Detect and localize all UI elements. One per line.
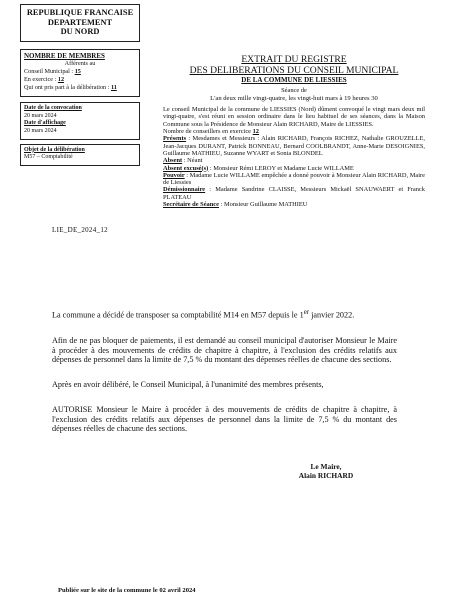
pouvoir-text: : Madame Lucie WILLAME empêchée a donné pouvoir à Monsieur Alain RICHARD, Maire de Liessies (163, 171, 425, 187)
signature-block (286, 462, 366, 480)
pouvoir-label: Pouvoir (163, 171, 185, 179)
p1-before: La commune a décidé de transposer sa comptabilité M14 en M57 depuis le 1 (52, 310, 304, 320)
secretaire-line (163, 201, 425, 208)
members-conseil-label: Conseil Municipal : (24, 68, 75, 76)
nb-conseillers-label: Nombre de conseillers en exercice (163, 128, 253, 136)
intro-paragraph: Le conseil Municipal de la commune de LIESSIES (Nord) dûment convoqué le vingt mars deux mil vingt-quatre, s'est réuni en session ordinaire dans le lieu habituel de ses séances, dans la Maison Commune sous la Présidence de Monsieur Alain RICHARD, Maire de LIESSIES. (163, 106, 425, 128)
absent-label: Absent (163, 157, 183, 165)
affichage-value: 20 mars 2024 (24, 128, 57, 135)
members-exercice-value: 12 (57, 76, 65, 84)
paragraph-autorise: AUTORISE Monsieur le Maire à procéder à des mouvements de crédits de chapitre à chapitre, à l'exclusion des crédits relatifs aux dépenses de personnel dans la limite de 7,5 % du montant des dépenses réelles de chacune des sections. (52, 405, 397, 434)
affichage-label: Date d'affichage (24, 120, 66, 127)
header-line-3: DU NORD (60, 27, 100, 37)
demission-line (163, 186, 425, 201)
presents-text: : Mesdames et Messieurs : Alain RICHARD, François RICHEZ, Nathalie GROUZELLE, Jean-Jacques DURANT, Patrick BONNEAU, Bernard COOLBRANDT, Anne-Marie DESOIGNIES, Guillaume MATHIEU, Suzanne WYART et Sonia BLONDEL (163, 135, 425, 157)
header-box (20, 4, 140, 42)
header-line-2: DEPARTEMENT (47, 17, 113, 27)
demission-text: : Madame Sandrine CLAISSE, Messieurs Mickaël SNAUWAERT et Franck PLATEAU (163, 186, 425, 201)
right-column (163, 55, 425, 208)
members-box (20, 49, 140, 98)
members-exercice-line (24, 76, 136, 84)
secretaire-label: Secrétaire de Séance (163, 201, 219, 209)
p1-after: janvier 2022. (309, 310, 355, 320)
seance-date: L'an deux mille vingt-quatre, les vingt-huit mars à 19 heures 30 (210, 94, 378, 102)
members-pris-part-line (24, 84, 136, 92)
header-line-1: REPUBLIQUE FRANCAISE (26, 8, 134, 17)
paragraph-deliberation: Après en avoir délibéré, le Conseil Municipal, à l'unanimité des membres présents, (52, 380, 324, 389)
members-conseil-line (24, 68, 136, 76)
left-column (20, 4, 140, 166)
nb-conseillers-value: 12 (252, 128, 259, 136)
commune-name: DE LA COMMUNE DE LIESSIES (241, 76, 347, 85)
signature-name: Alain RICHARD (298, 471, 354, 480)
registre-title-2: DES DELIBERATIONS DU CONSEIL MUNICIPAL (189, 64, 399, 76)
signature-title: Le Maire, (310, 462, 342, 471)
absent-text: : Néant (182, 157, 203, 165)
convocation-label: Date de la convocation (24, 105, 82, 112)
objet-value: M57 – Comptabilité (24, 154, 73, 161)
excuses-label: Absent excusé(s) (163, 164, 209, 172)
p1-sup: er (303, 309, 310, 316)
publication-footer: Publiée sur le site de la commune le 02 avril 2024 (58, 587, 196, 594)
presents-line (163, 135, 425, 157)
presents-label: Présents (163, 135, 187, 143)
members-pris-part-value: 11 (110, 84, 117, 92)
excuses-text: : Monsieur Rémi LEROY et Madame Lucie WILLAME (208, 164, 354, 172)
secretaire-text: : Monsieur Guillaume MATHIEU (218, 201, 308, 209)
demission-label: Démissionnaire (163, 186, 206, 194)
paragraph-transposition (52, 308, 397, 320)
paragraph-request: Afin de ne pas bloquer de paiements, il est demandé au conseil municipal d'autoriser Monsieur le Maire à procéder à des mouvements de crédits de chapitre à chapitre, à l'exclusion des crédits relatifs aux dépenses de personnel dans la limite de 7,5 % du montant des dépenses réelles de chacune des sections. (52, 336, 397, 365)
registre-title-1: EXTRAIT DU REGISTRE (241, 54, 347, 65)
members-exercice-label: En exercice : (24, 76, 58, 84)
objet-box (20, 144, 140, 166)
pouvoir-line (163, 172, 425, 187)
members-afferents: Afférents au (64, 60, 96, 68)
convocation-value: 20 mars 2024 (24, 112, 57, 119)
seance-label: Séance de (281, 87, 307, 95)
dates-box (20, 102, 140, 139)
members-conseil-value: 15 (74, 68, 81, 76)
nb-conseillers-line (163, 128, 425, 135)
members-title: NOMBRE DE MEMBRES (24, 51, 105, 60)
absent-line (163, 157, 425, 164)
members-pris-part-label: Qui ont pris part à la délibération : (24, 84, 111, 92)
excuses-line (163, 165, 425, 172)
objet-label: Objet de la délibération (24, 146, 85, 153)
deliberation-reference: LIE_DE_2024_12 (52, 226, 108, 234)
